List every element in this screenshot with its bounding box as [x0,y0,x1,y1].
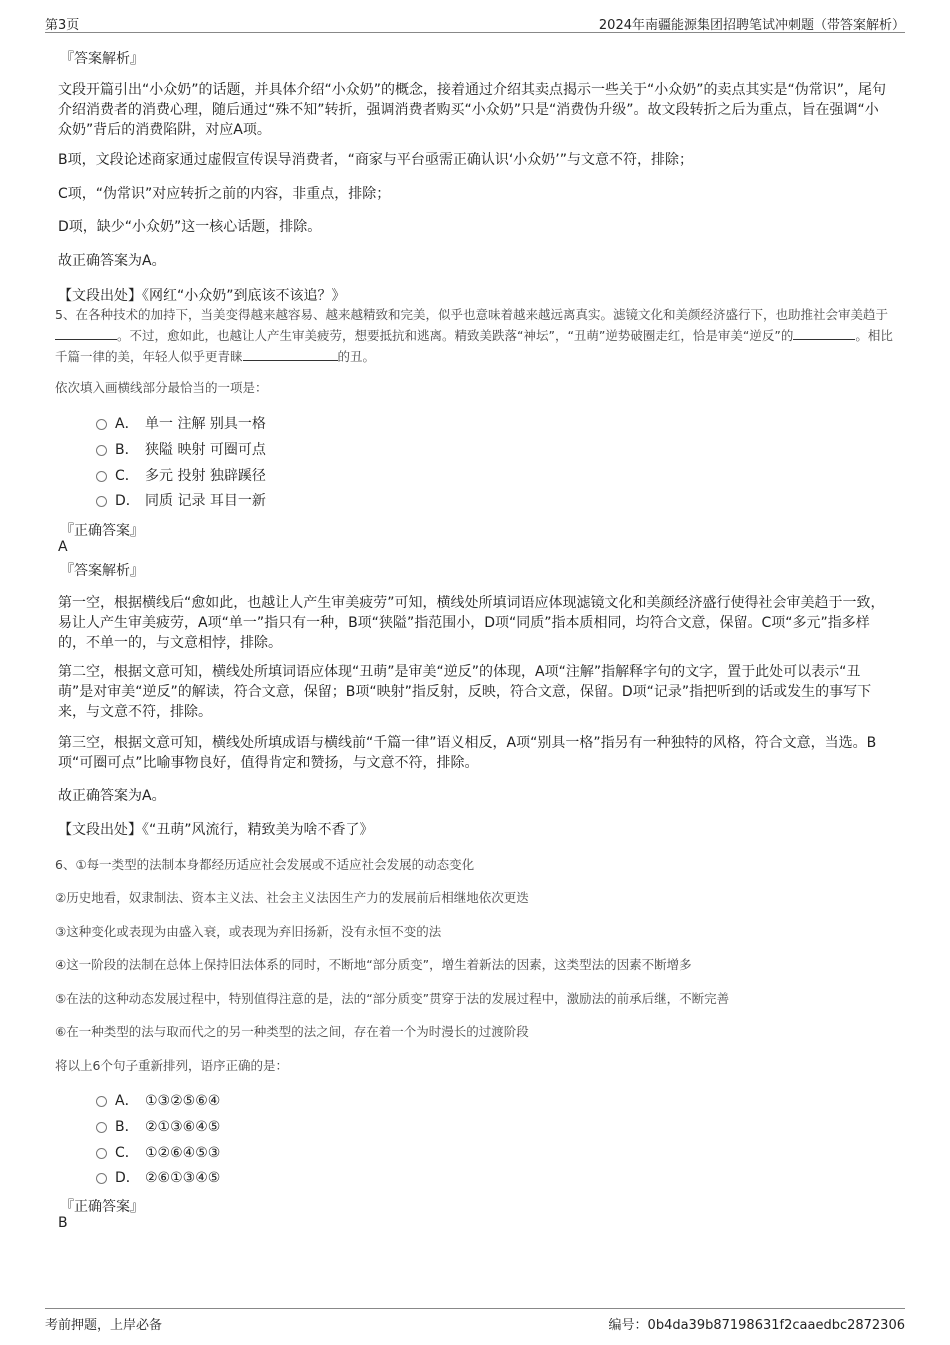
analysis-paragraph: D项，缺少“小众奶”这一核心话题，排除。 [58,219,322,235]
radio-button-icon[interactable] [96,1096,107,1107]
question-6-sentence: ⑤在法的这种动态发展过程中，特别值得注意的是，法的“部分质变”贯穿于法的发展过程中，激励法的前承后继，不断完善 [55,991,730,1006]
correct-answer-label: 『正确答案』 [60,1199,144,1215]
page-number: 第3页 [45,18,80,33]
fill-blank [793,325,855,340]
correct-answer: A [58,539,68,555]
analysis-paragraph: 第三空，根据文意可知，横线处所填成语与横线前“千篇一律”语义相反，A项“别具一格”指另有一种独特的风格，符合文意，当选。B项“可圈可点”比喻事物良好，值得肯定和赞扬，与文意不符，排除。 [58,735,877,771]
answer-analysis-label: 『答案解析』 [60,51,144,67]
q5-option-b[interactable]: B． 狭隘 映射 可圈可点 [96,440,266,460]
correct-answer: B [58,1215,68,1231]
q6-option-d[interactable]: D． ②⑥①③④⑤ [96,1168,220,1188]
analysis-paragraph: 文段开篇引出“小众奶”的话题，并具体介绍“小众奶”的概念，接着通过介绍其卖点揭示一些关于“小众奶”的卖点其实是“伪常识”，尾句介绍消费者的消费心理，随后通过“殊不知”转折，强调消费者购买“小众奶”只是“消费伪升级”。故文段转折之后为重点，旨在强调“小众奶”背后的消费陷阱，对应A项。 [58,82,887,138]
question-5-stem: 依次填入画横线部分最恰当的一项是： [55,380,268,395]
fill-blank [243,346,338,361]
passage-source: 【文段出处】《“丑萌”风流行，精致美为啥不香了》 [58,822,374,838]
radio-button-icon[interactable] [96,445,107,456]
document-title: 2024年南疆能源集团招聘笔试冲刺题（带答案解析） [598,18,905,33]
radio-button-icon[interactable] [96,1173,107,1184]
analysis-paragraph: 第一空，根据横线后“愈如此，也越让人产生审美疲劳”可知，横线处所填词语应体现滤镜文化和美颜经济盛行使得社会审美趋于一致，易让人产生审美疲劳，A项“单一”指只有一种，B项“狭隘”指范围小，D项“同质”指本质相同，均符合文意，保留。C项“多元”指多样的，不单一的，与文意相悖，排除。 [58,595,885,651]
page-header [45,12,905,33]
analysis-paragraph: 故正确答案为A。 [58,788,166,804]
question-6-sentence: 6、①每一类型的法制本身都经历适应社会发展或不适应社会发展的动态变化 [55,857,475,872]
q6-option-b[interactable]: B． ②①③⑥④⑤ [96,1117,220,1137]
correct-answer-label: 『正确答案』 [60,523,144,539]
analysis-paragraph: 第二空，根据文意可知，横线处所填词语应体现“丑萌”是审美“逆反”的体现，A项“注解”指解释字句的文字，置于此处可以表示“丑萌”是对审美“逆反”的解读，符合文意，保留；B项“映射”指反射，反映，符合文意，保留。D项“记录”指把听到的话或发生的事写下来，与文意不符，排除。 [58,664,872,720]
q6-option-c[interactable]: C． ①②⑥④⑤③ [96,1143,220,1163]
answer-analysis-label: 『答案解析』 [60,563,144,579]
question-6-sentence: ⑥在一种类型的法与取而代之的另一种类型的法之间，存在着一个为时漫长的过渡阶段 [55,1024,529,1039]
radio-button-icon[interactable] [96,471,107,482]
radio-button-icon[interactable] [96,1122,107,1133]
footer-slogan: 考前押题，上岸必备 [45,1318,163,1333]
analysis-paragraph: C项，“伪常识”对应转折之前的内容，非重点，排除； [58,186,391,202]
question-6-sentence: ②历史地看，奴隶制法、资本主义法、社会主义法因生产力的发展前后相继地依次更迭 [55,890,529,905]
radio-button-icon[interactable] [96,496,107,507]
radio-button-icon[interactable] [96,419,107,430]
analysis-paragraph: B项，文段论述商家通过虚假宣传误导消费者，“商家与平台亟需正确认识‘小众奶’”与文意不符，排除； [58,152,694,168]
question-6-sentence: ④这一阶段的法制在总体上保持旧法体系的同时，不断地“部分质变”，增生着新法的因素，这类型法的因素不断增多 [55,957,692,972]
question-5-text: 5、在各种技术的加持下，当美变得越来越容易、越来越精致和完美，似乎也意味着越来越远离真实。滤镜文化和美颜经济盛行下，也助推社会审美趋于。不过，愈如此，也越让人产生审美疲劳，想要抵抗和逃离。精致美跌落“神坛”，“丑萌”逆势破圈走红，恰是审美“逆反”的 。相比千篇一律的美，年轻人似乎更青睐 的丑。 [55,307,893,364]
q6-option-a[interactable]: A． ①③②⑤⑥④ [96,1091,220,1111]
question-6-stem: 将以上6个句子重新排列，语序正确的是： [55,1058,288,1073]
document-code: 编号：0b4da39b87198631f2caaedbc2872306 [608,1318,905,1333]
q5-option-d[interactable]: D． 同质 记录 耳目一新 [96,491,266,511]
q5-option-a[interactable]: A． 单一 注解 别具一格 [96,414,266,434]
question-6-sentence: ③这种变化或表现为由盛入衰，或表现为弃旧扬新，没有永恒不变的法 [55,924,442,939]
page-footer [45,1308,905,1331]
q5-option-c[interactable]: C． 多元 投射 独辟蹊径 [96,466,266,486]
passage-source: 【文段出处】《网红“小众奶”到底该不该追？》 [58,288,346,304]
radio-button-icon[interactable] [96,1148,107,1159]
analysis-paragraph: 故正确答案为A。 [58,253,166,269]
fill-blank [55,325,117,340]
